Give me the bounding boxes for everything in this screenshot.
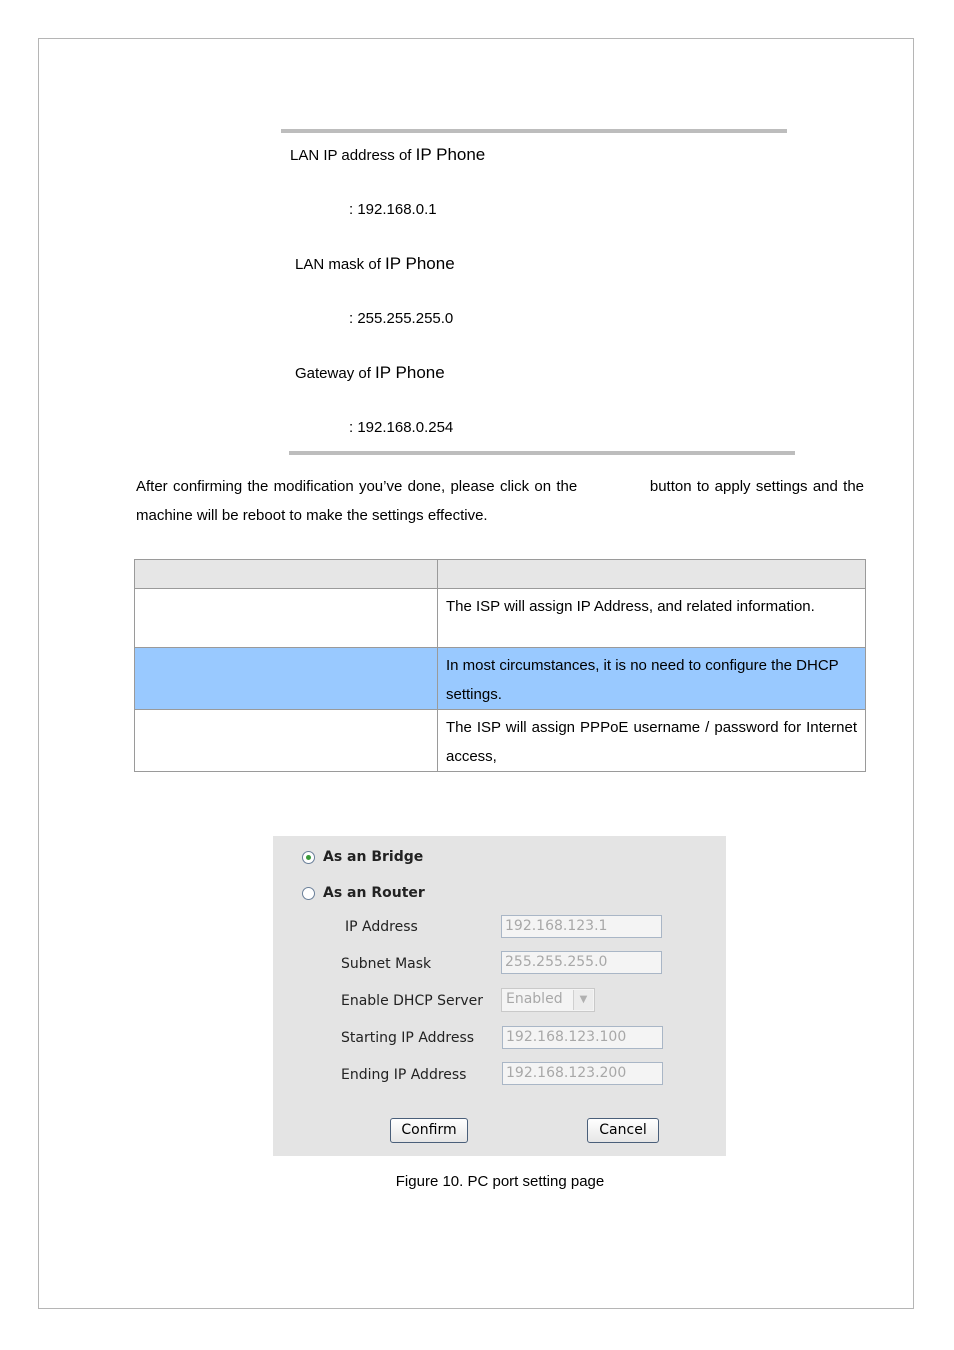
top-rule — [281, 129, 787, 133]
ip-address-label: IP Address — [345, 919, 418, 935]
instruction-paragraph: After confirming the modification you’ve done, please click on the button to apply settings and the machine will be reboot to make the settings effective. — [136, 478, 865, 524]
dhcp-server-label: Enable DHCP Server — [341, 993, 484, 1009]
gateway-label: Gateway of IP Phone — [295, 363, 445, 382]
ending-ip-label: Ending IP Address — [341, 1067, 467, 1083]
dhcp-server-value: Enabled — [506, 991, 563, 1007]
bridge-option[interactable] — [302, 849, 423, 865]
figure-caption: Figure 10. PC port setting page — [395, 1173, 605, 1190]
table-cell-description: The ISP will assign IP Address, and related information. — [438, 589, 866, 648]
gateway-value: : 192.168.0.254 — [349, 419, 454, 436]
bridge-label: As an Bridge — [323, 849, 424, 865]
table-header-cell — [438, 560, 866, 589]
router-radio[interactable] — [302, 887, 315, 900]
bottom-rule — [289, 451, 795, 455]
starting-ip-input[interactable]: 192.168.123.100 — [502, 1026, 663, 1049]
subnet-mask-input[interactable]: 255.255.255.0 — [501, 951, 662, 974]
ip-address-input[interactable]: 192.168.123.1 — [501, 915, 662, 938]
gateway-label-device: IP Phone — [375, 363, 445, 382]
lan-mask-label-device: IP Phone — [385, 254, 455, 273]
chevron-down-icon[interactable]: ▼ — [573, 990, 593, 1010]
lan-ip-value: : 192.168.0.1 — [349, 201, 437, 218]
lan-mask-label: LAN mask of IP Phone — [295, 254, 455, 273]
table-cell-mode — [135, 648, 438, 710]
table-row — [135, 589, 866, 648]
table-cell-description: The ISP will assign PPPoE username / password for Internet access, — [438, 710, 866, 772]
router-option[interactable] — [302, 885, 425, 901]
confirm-button[interactable]: Confirm — [390, 1118, 468, 1143]
subnet-mask-label: Subnet Mask — [341, 956, 432, 972]
cancel-button[interactable]: Cancel — [587, 1118, 659, 1143]
pc-port-setting-panel — [273, 836, 726, 1156]
dhcp-server-select[interactable] — [501, 988, 595, 1012]
table-cell-mode — [135, 589, 438, 648]
table-row — [135, 710, 866, 772]
table-header-cell — [135, 560, 438, 589]
router-label: As an Router — [323, 885, 425, 901]
table-row — [135, 648, 866, 710]
bridge-radio[interactable] — [302, 851, 315, 864]
table-header-row — [135, 560, 866, 589]
lan-ip-label-device: IP Phone — [415, 145, 486, 164]
ending-ip-input[interactable]: 192.168.123.200 — [502, 1062, 663, 1085]
table-cell-mode — [135, 710, 438, 772]
starting-ip-label: Starting IP Address — [341, 1030, 475, 1046]
mode-table — [134, 559, 866, 772]
lan-ip-label: LAN IP address of IP Phone — [290, 145, 486, 164]
lan-mask-value: : 255.255.255.0 — [349, 310, 454, 327]
table-cell-description: In most circumstances, it is no need to configure the DHCP settings. — [438, 648, 866, 710]
